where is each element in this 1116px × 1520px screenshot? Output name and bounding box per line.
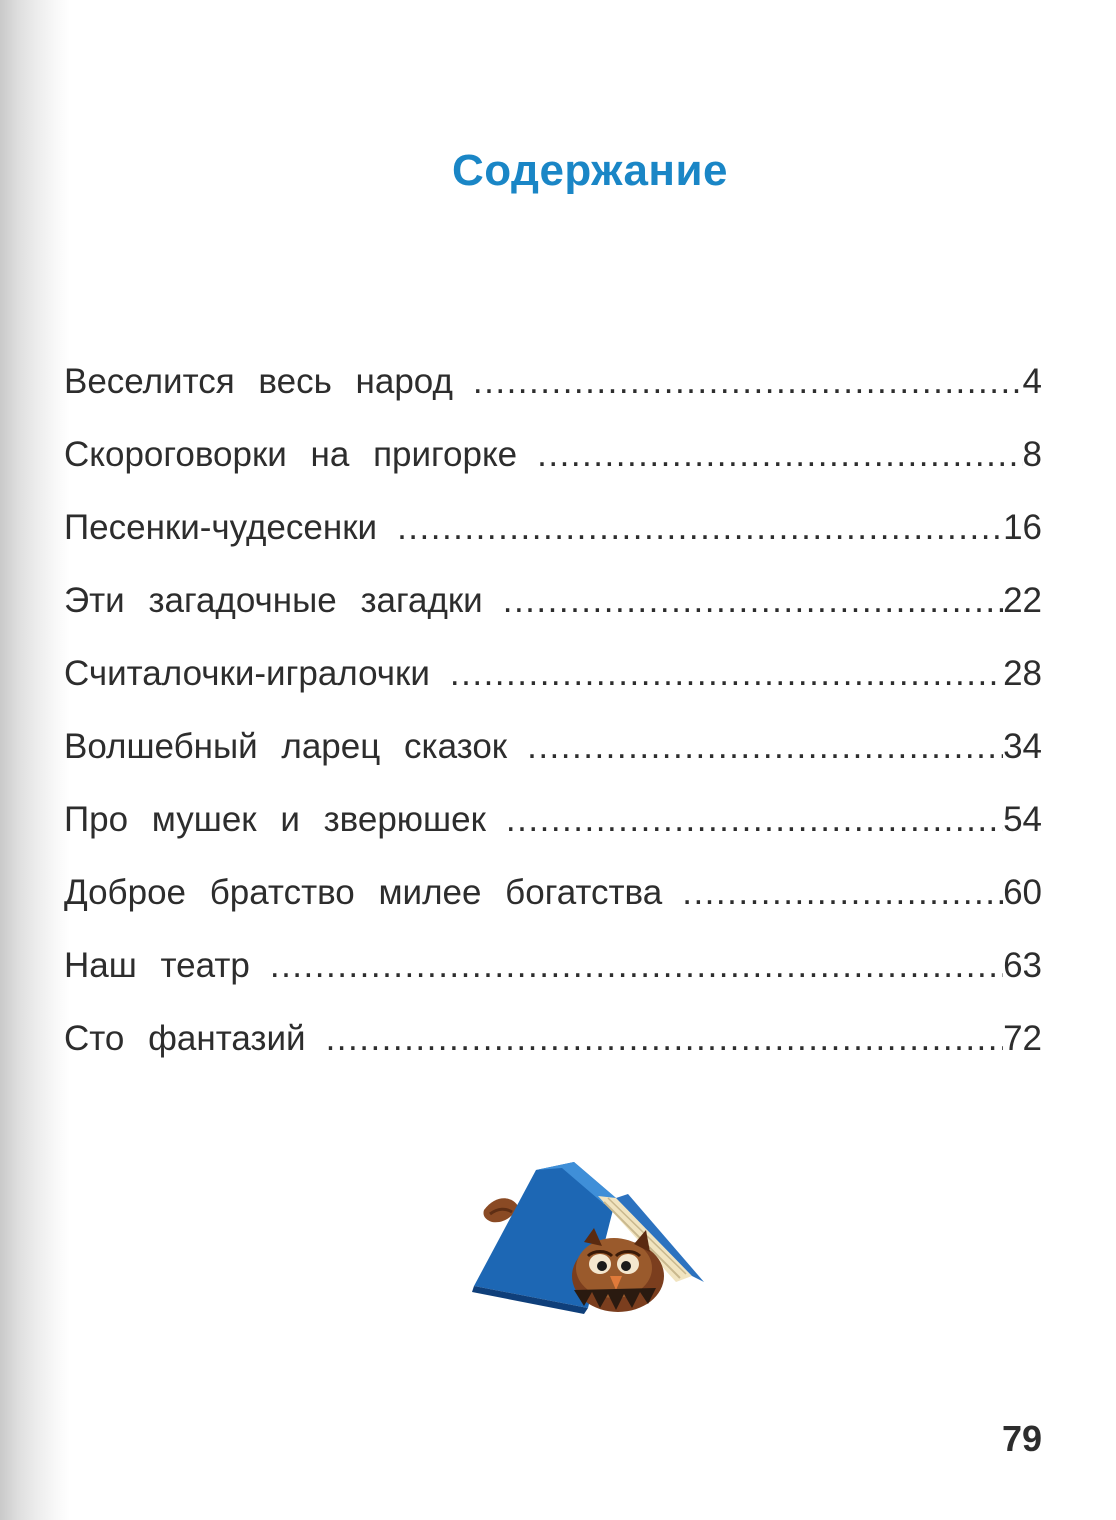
toc-leader-dots [503,581,1003,621]
page-spine-shadow [0,0,70,1520]
toc-entry-page: 28 [1003,654,1042,693]
toc-entry[interactable] [64,800,1042,873]
toc-entry-page: 72 [1003,1019,1042,1058]
toc-leader-dots [270,946,1003,986]
toc-leader-dots [506,800,1003,840]
toc-entry[interactable] [64,508,1042,581]
toc-entry[interactable] [64,727,1042,800]
toc-leader-dots [527,727,1003,767]
toc-leader-dots [397,508,1003,548]
toc-entry-title: Веселится весь народ [64,362,453,401]
toc-entry[interactable] [64,873,1042,946]
toc-entry-page: 16 [1003,508,1042,547]
toc-entry-title: Считалочки-игралочки [64,654,430,693]
toc-entry-page: 34 [1003,727,1042,766]
page-number: 79 [1001,1418,1042,1459]
toc-leader-dots [537,435,1022,475]
toc-leader-dots [450,654,1003,694]
toc-entry-title: Волшебный ларец сказок [64,727,508,766]
toc-entry-page: 63 [1003,946,1042,985]
toc-entry-page: 60 [1003,873,1042,912]
toc-entry[interactable] [64,1019,1042,1092]
page-title: Содержание [451,146,729,195]
toc-entry-title: Скороговорки на пригорке [64,435,518,474]
toc-entry-page: 22 [1003,581,1042,620]
toc-leader-dots [682,873,1003,913]
toc-entry-page: 4 [1022,362,1042,401]
toc-entry[interactable] [64,435,1042,508]
toc-entry[interactable] [64,362,1042,435]
toc-entry-title: Сто фантазий [64,1019,306,1058]
toc-entry-page: 8 [1022,435,1042,474]
toc-entry-page: 54 [1003,800,1042,839]
toc-entry[interactable] [64,581,1042,654]
owl-under-book-icon [466,1158,706,1318]
toc-leader-dots [473,362,1023,402]
toc-entry-title: Песенки-чудесенки [64,508,378,547]
toc-entry-title: Эти загадочные загадки [64,581,483,620]
toc-leader-dots [326,1019,1004,1059]
toc-entry[interactable] [64,654,1042,727]
toc-entry-title: Наш театр [64,946,250,985]
toc-entry-title: Про мушек и зверюшек [64,800,486,839]
table-of-contents [64,362,1042,1092]
toc-entry[interactable] [64,946,1042,1019]
toc-entry-title: Доброе братство милее богатства [64,873,663,912]
